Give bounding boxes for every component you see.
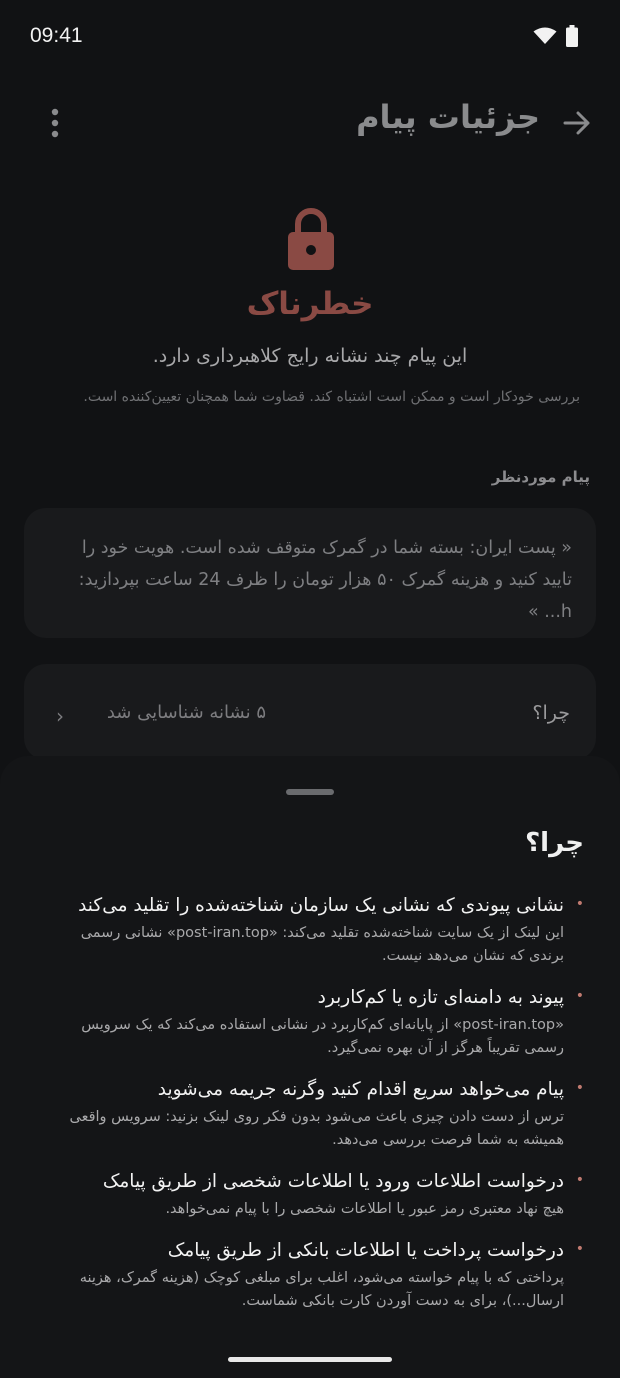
bullet-icon: • bbox=[575, 988, 584, 1004]
message-quote: « پست ایران: بسته شما در گمرک متوقف شده است. هویت خود را تایید کنید و هزینه گمرک ۵۰ هزار تومان را ظرف 24 ساعت بپردازید: h... » bbox=[78, 538, 572, 622]
home-indicator[interactable] bbox=[228, 1357, 392, 1362]
sheet-title: چرا؟ bbox=[525, 828, 584, 858]
bottom-sheet bbox=[0, 756, 620, 1378]
list-item bbox=[54, 1168, 584, 1221]
list-item bbox=[54, 1237, 584, 1313]
verdict-label: خطرناک bbox=[246, 286, 374, 322]
why-label: چرا؟ bbox=[532, 702, 570, 724]
list-item bbox=[54, 1076, 584, 1152]
list-item bbox=[54, 892, 584, 968]
signals-count: ۵ نشانه شناسایی شد bbox=[106, 702, 266, 723]
lock-icon bbox=[286, 206, 336, 270]
page-title: جزئیات پیام bbox=[356, 98, 540, 136]
reason-title: درخواست اطلاعات ورود یا اطلاعات شخصی از طریق پیامک bbox=[102, 1171, 564, 1192]
arrow-right-icon[interactable] bbox=[560, 106, 594, 140]
reason-title: نشانی پیوندی که نشانی یک سازمان شناخته‌شده را تقلید می‌کند bbox=[78, 895, 564, 916]
reason-title: پیوند به دامنه‌ای تازه یا کم‌کاربرد bbox=[317, 987, 564, 1008]
reasons-list bbox=[54, 892, 584, 1329]
bullet-icon: • bbox=[575, 896, 584, 912]
reason-title: پیام می‌خواهد سریع اقدام کنید وگرنه جریمه می‌شوید bbox=[157, 1079, 564, 1100]
bullet-icon: • bbox=[575, 1241, 584, 1257]
reason-detail: «post-iran.top» از پایانه‌ای کم‌کاربرد در نشانی استفاده می‌کند که یک سرویس رسمی تقریباً هرگز از آن بهره نمی‌گیرد. bbox=[81, 1017, 564, 1056]
reason-detail: ترس از دست دادن چیزی باعث می‌شود بدون فکر روی لینک بزنید: سرویس واقعی همیشه به شما فرصت بررسی می‌دهد. bbox=[69, 1109, 564, 1148]
list-item bbox=[54, 984, 584, 1060]
wifi-icon bbox=[533, 27, 557, 45]
message-card bbox=[24, 508, 596, 638]
reasons-summary-card[interactable] bbox=[24, 664, 596, 760]
status-time: 09:41 bbox=[30, 24, 83, 47]
message-section-label: پیام موردنظر bbox=[491, 468, 590, 486]
bullet-icon: • bbox=[575, 1172, 584, 1188]
battery-icon bbox=[566, 25, 578, 47]
reason-detail: پرداختی که با پیام خواسته می‌شود، اغلب برای مبلغی کوچک (هزینه گمرک، هزینه ارسال...)، برای به دست آوردن کارت بانکی شماست. bbox=[79, 1270, 564, 1309]
status-bar bbox=[0, 0, 620, 76]
more-vert-icon[interactable] bbox=[40, 106, 70, 140]
sheet-drag-handle[interactable] bbox=[286, 789, 334, 795]
reason-title: درخواست پرداخت یا اطلاعات بانکی از طریق پیامک bbox=[167, 1240, 564, 1261]
reason-detail: این لینک از یک سایت شناخته‌شده تقلید می‌کند: «post-iran.top» نشانی رسمی برندی که نشان می‌دهد نیست. bbox=[80, 925, 564, 964]
chevron-left-icon: ‹ bbox=[56, 704, 64, 728]
verdict-disclaimer: بررسی خودکار است و ممکن است اشتباه کند. قضاوت شما همچنان تعیین‌کننده است. bbox=[83, 389, 580, 405]
app-bar bbox=[0, 92, 620, 154]
bullet-icon: • bbox=[575, 1080, 584, 1096]
reason-detail: هیچ نهاد معتبری رمز عبور یا اطلاعات شخصی را با پیام نمی‌خواهد. bbox=[165, 1201, 564, 1217]
verdict-summary: این پیام چند نشانه رایج کلاهبرداری دارد. bbox=[152, 345, 468, 367]
